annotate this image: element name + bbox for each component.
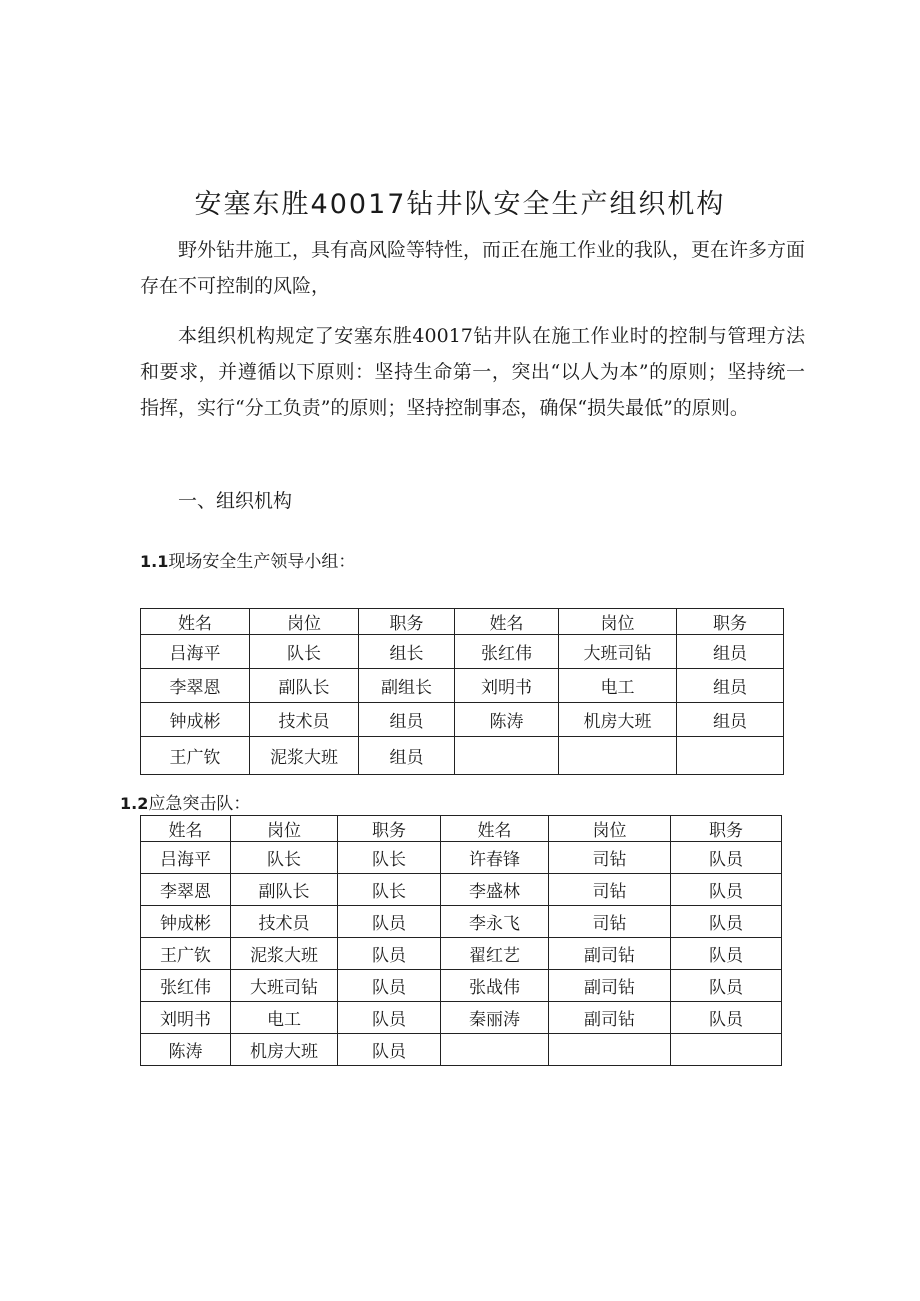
table-cell: 副司钻 — [549, 1002, 671, 1034]
leadership-subheading — [140, 550, 355, 574]
table-row — [141, 970, 782, 1002]
header-cell: 岗位 — [559, 609, 677, 635]
table-cell — [677, 737, 784, 775]
table-cell: 张红伟 — [141, 970, 231, 1002]
table-cell — [671, 1034, 782, 1066]
table-cell: 队员 — [671, 1002, 782, 1034]
table-cell — [559, 737, 677, 775]
table-cell: 队员 — [338, 1034, 441, 1066]
table-row — [141, 938, 782, 970]
header-cell: 岗位 — [231, 816, 338, 842]
table-cell: 队员 — [338, 970, 441, 1002]
table-cell: 司钻 — [549, 874, 671, 906]
table-cell: 副队长 — [231, 874, 338, 906]
table-cell: 副队长 — [250, 669, 359, 703]
emergency-number: 1.2 — [120, 794, 149, 813]
table-cell: 组员 — [677, 669, 784, 703]
header-cell: 岗位 — [549, 816, 671, 842]
table-cell: 技术员 — [231, 906, 338, 938]
table-cell — [441, 1034, 549, 1066]
table-row — [141, 703, 784, 737]
table-cell: 队员 — [671, 874, 782, 906]
table-cell: 机房大班 — [559, 703, 677, 737]
header-cell: 职务 — [359, 609, 455, 635]
table-cell: 组员 — [359, 703, 455, 737]
table-cell: 陈涛 — [141, 1034, 231, 1066]
leadership-label: 现场安全生产领导小组： — [168, 552, 356, 572]
table-cell: 电工 — [231, 1002, 338, 1034]
table-cell: 队员 — [671, 970, 782, 1002]
table-cell: 王广钦 — [141, 737, 250, 775]
table-cell: 电工 — [559, 669, 677, 703]
table-cell: 队员 — [338, 906, 441, 938]
table-cell: 刘明书 — [455, 669, 559, 703]
table-row — [141, 635, 784, 669]
table-cell: 泥浆大班 — [231, 938, 338, 970]
emergency-table — [140, 815, 782, 1066]
table-row — [141, 737, 784, 775]
table-row — [141, 874, 782, 906]
emergency-label: 应急突击队： — [148, 794, 251, 814]
intro-paragraph: 野外钻井施工，具有高风险等特性，而正在施工作业的我队，更在许多方面存在不可控制的风险， — [140, 239, 806, 297]
table-cell: 许春锋 — [441, 842, 549, 874]
table-cell: 吕海平 — [141, 635, 250, 669]
table-cell: 李翠恩 — [141, 669, 250, 703]
table-cell: 李翠恩 — [141, 874, 231, 906]
table-cell: 队员 — [671, 842, 782, 874]
table-cell: 队员 — [338, 938, 441, 970]
table-cell: 技术员 — [250, 703, 359, 737]
table-cell — [455, 737, 559, 775]
header-cell: 职务 — [677, 609, 784, 635]
table-cell: 司钻 — [549, 842, 671, 874]
table-cell: 队长 — [338, 842, 441, 874]
emergency-subheading — [120, 792, 250, 816]
table-cell: 大班司钻 — [231, 970, 338, 1002]
table-cell: 李永飞 — [441, 906, 549, 938]
header-cell: 姓名 — [441, 816, 549, 842]
table-cell: 张战伟 — [441, 970, 549, 1002]
section-heading: 一、组织机构 — [178, 490, 293, 512]
table-cell — [549, 1034, 671, 1066]
header-cell: 岗位 — [250, 609, 359, 635]
header-cell: 职务 — [671, 816, 782, 842]
table-cell: 泥浆大班 — [250, 737, 359, 775]
header-cell: 姓名 — [141, 609, 250, 635]
table-cell: 组员 — [359, 737, 455, 775]
table-cell: 王广钦 — [141, 938, 231, 970]
leadership-table — [140, 608, 784, 775]
table-row — [141, 1002, 782, 1034]
table-cell: 副组长 — [359, 669, 455, 703]
header-cell: 姓名 — [141, 816, 231, 842]
table-cell: 李盛林 — [441, 874, 549, 906]
table-cell: 副司钻 — [549, 970, 671, 1002]
table-header-row — [141, 816, 782, 842]
table-cell: 组长 — [359, 635, 455, 669]
leadership-number: 1.1 — [140, 552, 169, 571]
table-cell: 陈涛 — [455, 703, 559, 737]
table-cell: 吕海平 — [141, 842, 231, 874]
table-row — [141, 1034, 782, 1066]
table-row — [141, 906, 782, 938]
table-cell: 组员 — [677, 703, 784, 737]
table-row — [141, 669, 784, 703]
table-row — [141, 842, 782, 874]
table-cell: 队长 — [231, 842, 338, 874]
table-cell: 钟成彬 — [141, 906, 231, 938]
table-cell: 队长 — [338, 874, 441, 906]
table-cell: 张红伟 — [455, 635, 559, 669]
principles-paragraph: 本组织机构规定了安塞东胜40017钻井队在施工作业时的控制与管理方法和要求，并遵循以下原则：坚持生命第一，突出“以人为本”的原则；坚持统一指挥，实行“分工负责”的原则；坚持控制事态，确保“损失最低”的原则。 — [140, 325, 805, 419]
table-cell: 队员 — [338, 1002, 441, 1034]
table-cell: 副司钻 — [549, 938, 671, 970]
table-cell: 组员 — [677, 635, 784, 669]
table-cell: 大班司钻 — [559, 635, 677, 669]
header-cell: 职务 — [338, 816, 441, 842]
header-cell: 姓名 — [455, 609, 559, 635]
table-cell: 机房大班 — [231, 1034, 338, 1066]
table-cell: 队长 — [250, 635, 359, 669]
table-header-row — [141, 609, 784, 635]
table-cell: 秦丽涛 — [441, 1002, 549, 1034]
table-cell: 司钻 — [549, 906, 671, 938]
table-cell: 刘明书 — [141, 1002, 231, 1034]
page-title: 安塞东胜40017钻井队安全生产组织机构 — [194, 189, 726, 220]
table-cell: 翟红艺 — [441, 938, 549, 970]
table-cell: 队员 — [671, 906, 782, 938]
table-cell: 队员 — [671, 938, 782, 970]
table-cell: 钟成彬 — [141, 703, 250, 737]
